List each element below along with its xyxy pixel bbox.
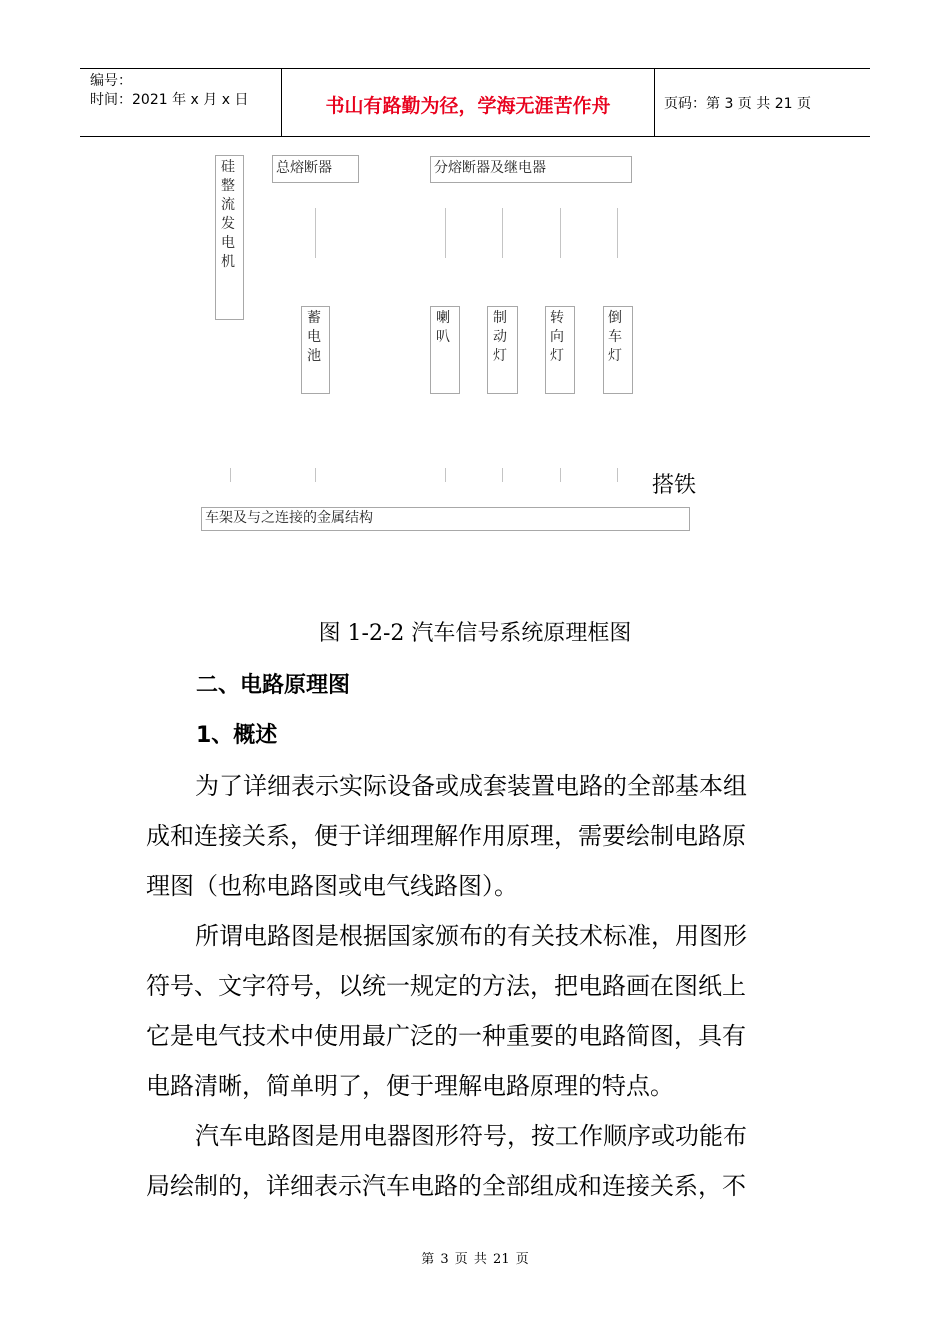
paragraph-line: 为了详细表示实际设备或成套装置电路的全部基本组 [195, 772, 747, 800]
ground-tick [560, 468, 561, 482]
paragraph-line: 成和连接关系，便于详细理解作用原理，需要绘制电路原 [146, 822, 746, 850]
paragraph-line: 符号、文字符号，以统一规定的方法，把电路画在图纸上 [146, 972, 746, 1000]
brake-light-label: 制动灯 [493, 310, 507, 364]
footer-page-number: 第 3 页 共 21 页 [421, 1252, 529, 1267]
header-page-number: 页码：第 3 页 共 21 页 [664, 96, 811, 112]
connector-line [315, 208, 316, 258]
sub-fuse-label: 分熔断器及继电器 [434, 160, 546, 176]
battery-label: 蓄电池 [307, 310, 321, 364]
header-bottom-rule [80, 136, 870, 137]
ground-tick [445, 468, 446, 482]
connector-line [502, 208, 503, 258]
subsection-heading: 1、概述 [196, 723, 278, 748]
paragraph-line: 所谓电路图是根据国家颁布的有关技术标准，用图形 [195, 922, 747, 950]
generator-label: 硅整流发电机 [221, 159, 235, 270]
frame-label: 车架及与之连接的金属结构 [205, 510, 373, 526]
ground-tick [502, 468, 503, 482]
paragraph-line: 它是电气技术中使用最广泛的一种重要的电路简图，具有 [146, 1022, 746, 1050]
figure-caption: 图 1-2-2 汽车信号系统原理框图 [318, 621, 632, 646]
document-date: 时间：2021 年 x 月 x 日 [90, 92, 249, 108]
main-fuse-label: 总熔断器 [276, 160, 332, 176]
turn-light-label: 转向灯 [550, 310, 564, 364]
reverse-light-label: 倒车灯 [608, 310, 622, 364]
paragraph-line: 理图（也称电路图或电气线路图）。 [146, 872, 518, 900]
document-number: 编号： [90, 73, 132, 89]
header-divider-right [654, 68, 655, 136]
connector-line [617, 208, 618, 258]
section-heading: 二、电路原理图 [196, 673, 351, 698]
paragraph-line: 汽车电路图是用电器图形符号，按工作顺序或功能布 [195, 1122, 747, 1150]
paragraph-line: 局绘制的，详细表示汽车电路的全部组成和连接关系，不 [146, 1172, 746, 1200]
horn-label: 喇叭 [436, 310, 450, 345]
ground-tick [315, 468, 316, 482]
paragraph-line: 电路清晰，简单明了，便于理解电路原理的特点。 [146, 1072, 674, 1100]
ground-label: 搭铁 [652, 473, 697, 498]
connector-line [445, 208, 446, 258]
page-footer [0, 1248, 950, 1267]
ground-tick [230, 468, 231, 482]
header-top-rule [80, 68, 870, 69]
header-motto: 书山有路勤为径，学海无涯苦作舟 [325, 95, 611, 117]
connector-line [560, 208, 561, 258]
ground-tick [617, 468, 618, 482]
